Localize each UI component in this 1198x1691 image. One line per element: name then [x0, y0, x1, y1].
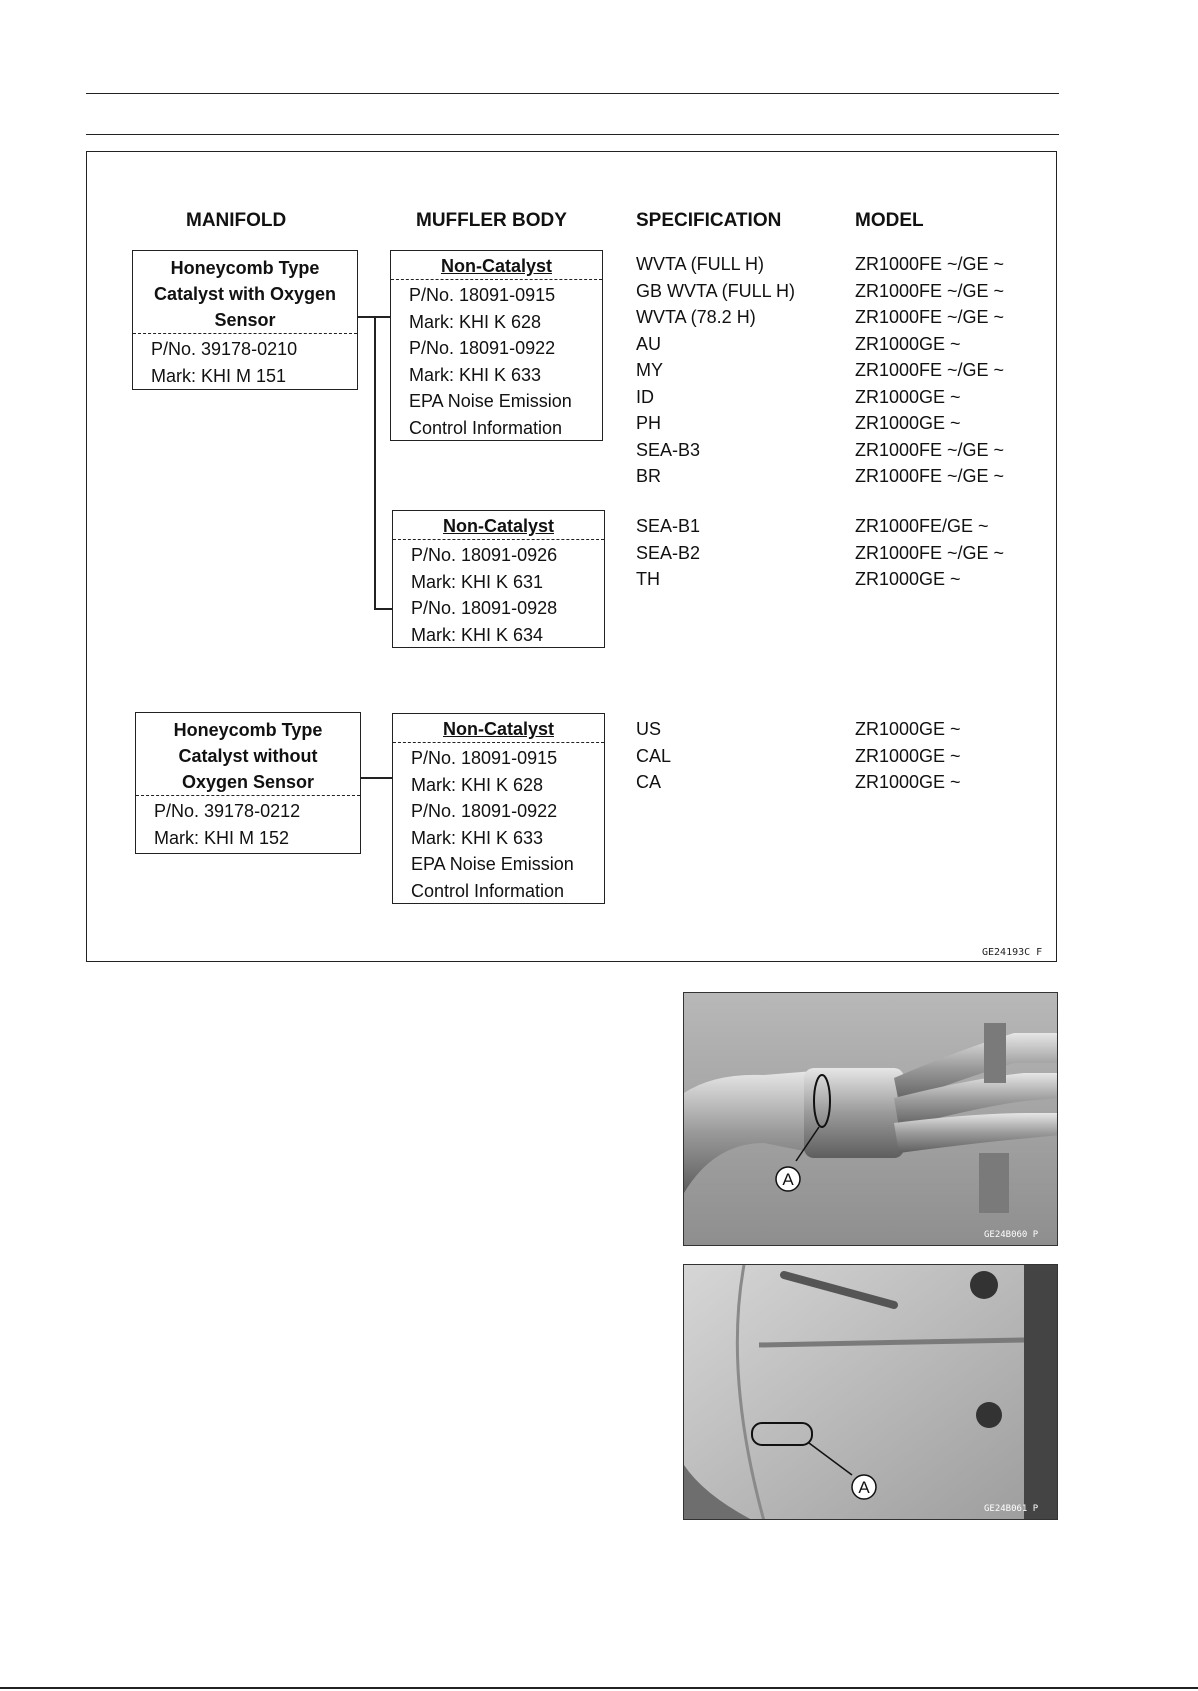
manifold-box-title — [133, 251, 357, 334]
model-item: ZR1000GE ~ — [855, 569, 961, 589]
model-item: ZR1000GE ~ — [855, 413, 961, 433]
muffler-box-2 — [392, 510, 605, 648]
spec-item: US — [636, 719, 662, 739]
model-item: ZR1000FE ~/GE ~ — [855, 542, 1005, 563]
header-rule-top — [86, 93, 1059, 94]
title-line: Oxygen Sensor — [181, 772, 315, 792]
connector-line — [374, 316, 376, 609]
title-line: Catalyst with Oxygen — [153, 284, 337, 304]
muffler-line: EPA Noise Emission — [411, 854, 574, 874]
spec-item: PH — [636, 413, 662, 433]
muffler-line: EPA Noise Emission — [409, 391, 572, 411]
muffler-line: P/No. 18091-0922 — [411, 801, 558, 821]
part-mark: Mark: KHI M 152 — [154, 827, 290, 848]
spec-item: MY — [636, 360, 663, 380]
title-line: Honeycomb Type — [170, 258, 320, 278]
model-item: ZR1000FE ~/GE ~ — [855, 466, 1005, 486]
manifold-box-without-o2-sensor — [135, 712, 361, 854]
spec-item: SEA-B2 — [636, 542, 701, 563]
model-item: ZR1000FE ~/GE ~ — [855, 439, 1005, 460]
figure-code: GE24193C F — [982, 947, 1043, 958]
model-item: ZR1000GE ~ — [855, 386, 961, 407]
spec-item: SEA-B3 — [636, 439, 701, 460]
spec-item: ID — [636, 386, 654, 407]
model-column — [855, 513, 1004, 593]
muffler-line: Control Information — [411, 880, 565, 901]
connector-line — [374, 608, 392, 610]
muffler-line: Mark: KHI K 628 — [409, 311, 542, 332]
spec-item: TH — [636, 569, 660, 589]
spec-column — [636, 716, 671, 796]
muffler-box-title: Non-Catalyst — [393, 714, 604, 743]
muffler-line: P/No. 18091-0915 — [409, 285, 556, 305]
model-item: ZR1000FE ~/GE ~ — [855, 254, 1005, 274]
part-number: P/No. 39178-0212 — [154, 801, 301, 821]
footer-rule — [0, 1687, 1198, 1689]
muffler-box-title: Non-Catalyst — [393, 511, 604, 540]
muffler-photo-illustration — [684, 1265, 1058, 1520]
spec-item: CA — [636, 772, 662, 792]
callout-label: A — [858, 1478, 870, 1497]
muffler-line: Control Information — [409, 417, 563, 438]
spec-column — [636, 251, 795, 490]
model-item: ZR1000FE ~/GE ~ — [855, 280, 1005, 301]
spec-item: CAL — [636, 745, 672, 766]
photo-exhaust-manifold — [683, 992, 1058, 1246]
manifold-box-title — [136, 713, 360, 796]
muffler-line: P/No. 18091-0922 — [409, 338, 556, 358]
model-item: ZR1000GE ~ — [855, 719, 961, 739]
spec-column — [636, 513, 700, 593]
spec-item: BR — [636, 466, 662, 486]
muffler-line: P/No. 18091-0928 — [411, 598, 558, 618]
header-model: MODEL — [855, 210, 924, 231]
muffler-line: P/No. 18091-0926 — [411, 545, 558, 565]
model-item: ZR1000FE ~/GE ~ — [855, 360, 1005, 380]
photo-muffler-body — [683, 1264, 1058, 1520]
part-number: P/No. 39178-0210 — [151, 339, 298, 359]
muffler-line: Mark: KHI K 631 — [411, 571, 544, 592]
title-line: Sensor — [214, 310, 276, 330]
model-item: ZR1000GE ~ — [855, 772, 961, 792]
spec-item: WVTA (FULL H) — [636, 254, 765, 274]
muffler-line: P/No. 18091-0915 — [411, 748, 558, 768]
manifold-box-with-o2-sensor — [132, 250, 358, 390]
header-rule-bottom — [86, 134, 1059, 135]
part-mark: Mark: KHI M 151 — [151, 365, 287, 386]
muffler-line: Mark: KHI K 634 — [411, 624, 544, 645]
model-column — [855, 251, 1004, 490]
callout-label: A — [782, 1170, 794, 1189]
title-line: Honeycomb Type — [173, 720, 323, 740]
muffler-box-1 — [390, 250, 603, 441]
model-column — [855, 716, 961, 796]
photo-code: GE24B061 P — [984, 1504, 1039, 1514]
muffler-line: Mark: KHI K 633 — [411, 827, 544, 848]
model-item: ZR1000GE ~ — [855, 333, 961, 354]
connector-line — [360, 777, 392, 779]
title-line: Catalyst without — [178, 746, 318, 766]
manifold-photo-illustration — [684, 993, 1058, 1246]
muffler-line: Mark: KHI K 628 — [411, 774, 544, 795]
header-manifold: MANIFOLD — [186, 210, 287, 231]
photo-code: GE24B060 P — [984, 1230, 1039, 1240]
muffler-box-title: Non-Catalyst — [391, 251, 602, 280]
muffler-line: Mark: KHI K 633 — [409, 364, 542, 385]
muffler-box-3 — [392, 713, 605, 904]
spec-item: AU — [636, 333, 662, 354]
model-item: ZR1000FE ~/GE ~ — [855, 307, 1005, 327]
model-item: ZR1000FE/GE ~ — [855, 516, 989, 536]
header-muffler-body: MUFFLER BODY — [416, 210, 567, 231]
spec-item: WVTA (78.2 H) — [636, 307, 756, 327]
model-item: ZR1000GE ~ — [855, 745, 961, 766]
header-specification: SPECIFICATION — [636, 210, 782, 231]
spec-item: GB WVTA (FULL H) — [636, 280, 796, 301]
spec-item: SEA-B1 — [636, 516, 701, 536]
